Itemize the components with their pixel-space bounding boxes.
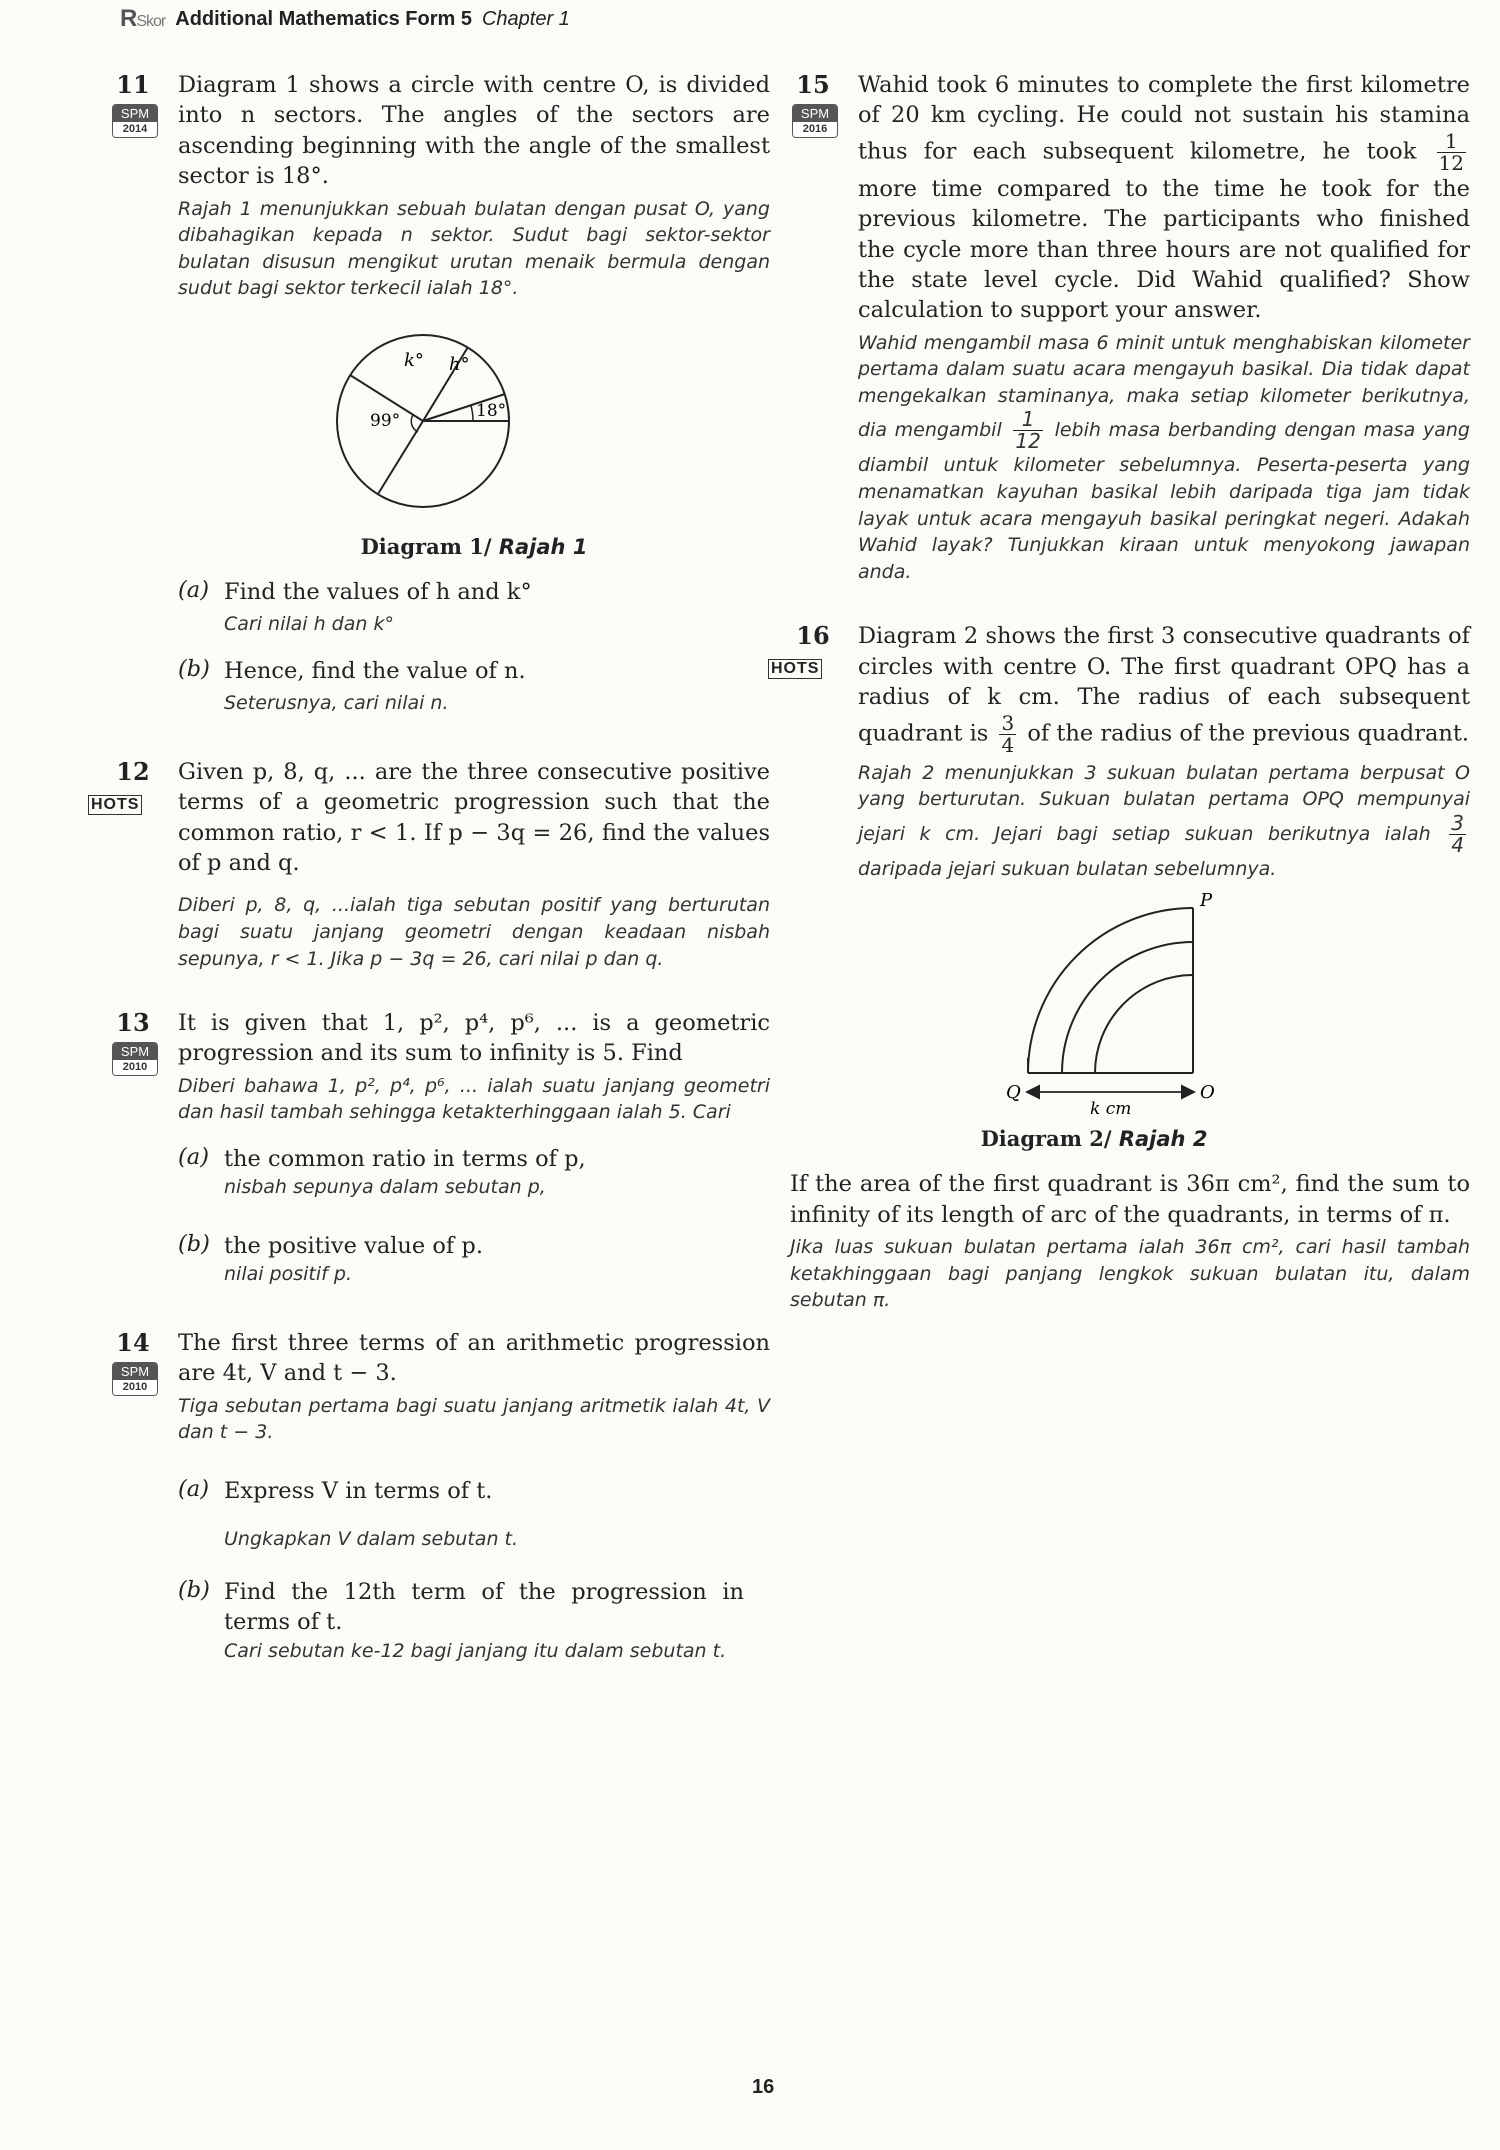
question-14: [110, 1328, 770, 1664]
point-label-p: P: [1200, 890, 1213, 912]
spm-badge: SPM 2010: [112, 1362, 158, 1396]
question-text-en: Wahid took 6 minutes to complete the first kilometre of 20 km cycling. He could not sustain his stamina thus for each subsequent kilometre, he took $\frac{1}{12}$ more time compared to the time he took for the previous kilometre. The participants who finished the cycle more than three hours are not qualified for the state level cycle. Did Wahid qualified? Show calculation to support your answer.: [858, 72, 1470, 324]
diagram-1-circle: [178, 316, 768, 526]
question-text-en: The first three terms of an arithmetic progression are 4t, V and t − 3.: [178, 1329, 770, 1387]
hots-badge: HOTS: [768, 659, 822, 679]
question-text-en: Diagram 1 shows a circle with centre O, is divided into n sectors. The angles of the sectors are ascending beginning with the angle of the smallest sector is 18°.: [178, 72, 770, 190]
question-15: [790, 70, 1470, 585]
point-label-q: Q: [1006, 1082, 1021, 1104]
radius-label-k: k cm: [1090, 1099, 1132, 1119]
question-13-part-b: (b) the positive value of p. nilai positif p.: [178, 1231, 483, 1286]
spm-badge: SPM 2014: [112, 104, 158, 138]
question-number: 13: [116, 1008, 150, 1038]
right-column: [771, 70, 1470, 1342]
question-text-en: Diagram 2 shows the first 3 consecutive quadrants of circles with centre O. The first quadrant OPQ has a radius of k cm. The radius of each subsequent quadrant is $\frac{3}{4}$ of the radius of the previous quadrant.: [858, 623, 1470, 757]
fraction-one-twelfth-my: $\frac{1}{12}$: [1015, 407, 1041, 454]
question-14-part-a: (a) Express V in terms of t. Ungkapkan V dalam sebutan t.: [178, 1475, 519, 1551]
question-12: [91, 756, 770, 972]
left-column: [91, 70, 770, 1692]
question-11-part-b: (b) Hence, find the value of n. Seterusnya, cari nilai n.: [178, 655, 526, 715]
question-13: [110, 1008, 770, 1288]
question-11-part-a: (a) Find the values of h and k° Cari nilai h dan k°: [178, 576, 532, 636]
point-label-o: O: [1200, 1082, 1215, 1104]
angle-label-99: 99°: [370, 410, 401, 431]
question-text-my: Rajah 2 menunjukkan 3 sukuan bulatan pertama berpusat O yang berturutan. Sukuan bulatan pertama OPQ mempunyai jejari k cm. Jejari bagi setiap sukuan berikutnya ialah $\frac{3}{4}$ daripada jejari sukuan bulatan sebelumnya.: [858, 761, 1470, 880]
diagram-2-caption: Diagram 2/ Rajah 2: [980, 1126, 1208, 1152]
question-text-my: Diberi bahawa 1, p², p⁴, p⁶, ... ialah suatu janjang geometri dan hasil tambah sehingga ketakterhinggaan ialah 5. Cari: [178, 1074, 770, 1124]
fraction-one-twelfth: $\frac{1}{12}$: [1438, 128, 1464, 175]
angle-label-k: k°: [404, 349, 424, 371]
hots-badge: HOTS: [88, 795, 142, 815]
question-16-followup-en: If the area of the first quadrant is 36π cm², find the sum to infinity of its length of arc of the quadrants, in terms of π.: [790, 1171, 1470, 1228]
question-text-my: Tiga sebutan pertama bagi suatu janjang aritmetik ialah 4t, V dan t − 3.: [178, 1394, 770, 1444]
book-title: Additional Mathematics Form 5: [175, 7, 472, 30]
question-11: [110, 70, 770, 717]
question-text-my: Diberi p, 8, q, ...ialah tiga sebutan positif yang berturutan bagi suatu janjang geometri dengan keadaan nisbah sepunya, r < 1. Jika p − 3q = 26, cari nilai p dan q.: [178, 894, 770, 970]
question-number: 11: [116, 70, 150, 99]
question-text-en: Given p, 8, q, ... are the three consecutive positive terms of a geometric progression such that the common ratio, r < 1. If p − 3q = 26, find the values of p and q.: [178, 758, 770, 876]
question-text-en: It is given that 1, p², p⁴, p⁶, ... is a geometric progression and its sum to infinity is 5. Find: [178, 1010, 770, 1067]
question-number: 16: [796, 621, 830, 651]
diagram-1-caption: Diagram 1/ Rajah 1: [360, 533, 588, 559]
question-text-my: Wahid mengambil masa 6 minit untuk menghabiskan kilometer pertama dalam suatu acara mengayuh basikal. Dia tidak dapat mengekalkan staminanya, maka setiap kilometer berikutnya, dia mengambil $\frac{1}{12}$ lebih masa berbanding dengan masa yang diambil untuk kilometer sebelumnya. Peserta-peserta yang menamatkan kayuhan basikal lebih daripada tiga jam tidak layak untuk acara mengayuh basikal peringkat negeri. Adakah Wahid layak? Tunjukkan kiraan untuk menyokong jawapan anda.: [858, 331, 1470, 583]
question-number: 14: [116, 1327, 150, 1357]
question-14-part-b: (b) Find the 12th term of the progression in terms of t. Cari sebutan ke-12 bagi janjang itu dalam sebutan t.: [178, 1576, 744, 1662]
question-16: [771, 621, 1470, 1313]
fraction-three-quarters-my: $\frac{3}{4}$: [1451, 810, 1465, 857]
spm-badge: SPM 2016: [792, 104, 838, 138]
fraction-three-quarters: $\frac{3}{4}$: [1001, 710, 1015, 757]
publisher-logo: RSkor: [120, 5, 166, 32]
chapter-label: Chapter 1: [481, 7, 570, 30]
question-text-my: Rajah 1 menunjukkan sebuah bulatan dengan pusat O, yang dibahagikan kepada n sektor. Sudut bagi sektor-sektor bulatan disusun mengikut urutan menaik bermula dengan sudut bagi sektor terkecil ialah 18°.: [178, 197, 770, 300]
page-number: 16: [752, 2076, 775, 2098]
angle-label-h: h°: [449, 353, 470, 375]
question-number: 15: [796, 70, 830, 99]
angle-label-18: 18°: [476, 400, 507, 421]
spm-badge: SPM 2010: [112, 1042, 158, 1076]
running-header: [120, 4, 570, 34]
question-16-followup-my: Jika luas sukuan bulatan pertama ialah 36π cm², cari hasil tambah ketakhinggaan bagi panjang lengkok sukuan bulatan itu, dalam sebutan π.: [790, 1236, 1470, 1312]
question-13-part-a: (a) the common ratio in terms of p, nisbah sepunya dalam sebutan p,: [178, 1144, 586, 1199]
diagram-2-quadrants: [858, 888, 1458, 1118]
question-number: 12: [116, 756, 150, 786]
